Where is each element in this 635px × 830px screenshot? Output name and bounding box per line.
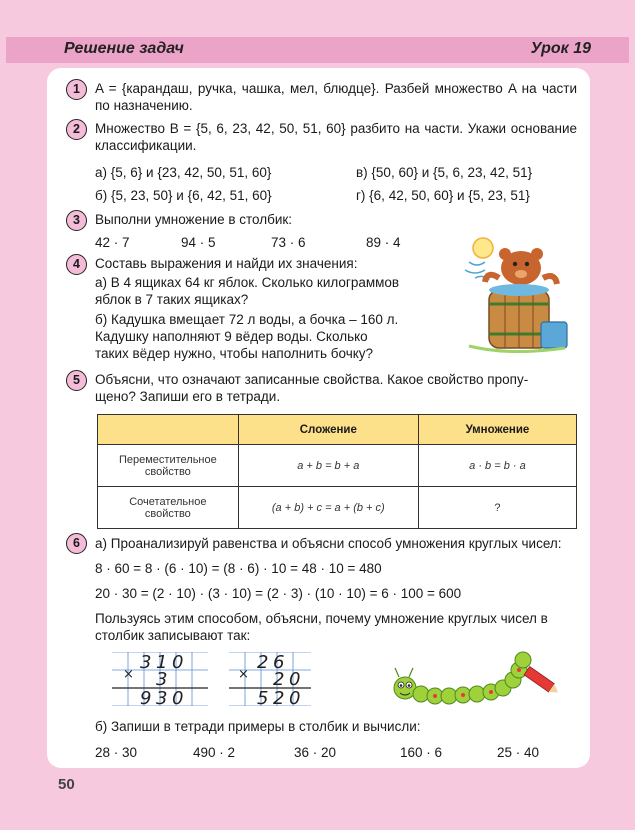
task-6-example-3: 36 · 20	[294, 745, 337, 760]
properties-table	[97, 414, 577, 529]
table-cell-multiplication: ?	[418, 487, 576, 529]
col1-mid: 3	[156, 669, 168, 690]
task-number-4: 4	[66, 254, 87, 275]
task-2-option-a: а) {5, 6} и {23, 42, 50, 51, 60}	[95, 165, 272, 180]
task-2-option-b: б) {5, 23, 50} и {6, 42, 51, 60}	[95, 188, 272, 203]
col2-res-1: 5	[257, 688, 269, 706]
col2-top-1: 2	[257, 652, 269, 673]
task-3-text: Выполни умножение в столбик:	[95, 212, 293, 227]
col2-mid-2: 0	[289, 669, 301, 690]
task-6-example-1: 28 · 30	[95, 745, 138, 760]
associative-label-2: свойство	[144, 507, 191, 520]
caterpillar-pencil-illustration	[385, 650, 560, 712]
task-2-text: Множество B = {5, 6, 23, 42, 50, 51, 60} разбито на части. Укажи основание классификации.	[95, 121, 577, 153]
section-title: Решение задач	[64, 40, 184, 57]
task-6-example-5: 25 · 40	[497, 745, 540, 760]
table-cell-addition: (a + b) + c = a + (b + c)	[238, 487, 418, 529]
commutative-label-1: Переместительное	[118, 453, 217, 466]
task-3-example-3: 73 · 6	[271, 235, 306, 250]
col2-top-2: 6	[273, 652, 285, 673]
task-6-b-text: б) Запиши в тетради примеры в столбик и вычисли:	[95, 719, 421, 734]
column-multiplication-310x3	[112, 652, 208, 706]
task-4-text: Составь выражения и найди их значения:	[95, 256, 358, 271]
task-6-equation-1: 8 · 60 = 8 · (6 · 10) = (8 · 6) · 10 = 48 · 10 = 480	[95, 561, 382, 576]
task-2-option-v: в) {50, 60} и {5, 6, 23, 42, 51}	[356, 165, 533, 180]
task-2-option-g: г) {6, 42, 50, 60} и {5, 23, 51}	[356, 188, 530, 203]
table-header-addition: Сложение	[238, 415, 418, 445]
task-5-line-1: Объясни, что означают записанные свойства. Какое свойство пропу-	[95, 372, 529, 387]
col1-res-1: 9	[140, 688, 152, 706]
task-number-6: 6	[66, 533, 87, 554]
col1-top-1: 3	[140, 652, 152, 673]
commutative-label-2: свойство	[144, 465, 191, 478]
page-number: 50	[58, 776, 75, 793]
task-4-b-line-3: таких вёдер нужно, чтобы наполнить бочку?	[95, 346, 374, 361]
table-row	[98, 445, 577, 487]
table-cell-property-name	[98, 445, 239, 487]
table-cell-addition: a + b = b + a	[238, 445, 418, 487]
task-4-a-line-2: яблок в 7 таких ящиках?	[95, 292, 249, 307]
task-number-5: 5	[66, 370, 87, 391]
task-3-example-2: 94 · 5	[181, 235, 216, 250]
task-3-example-4: 89 · 4	[366, 235, 401, 250]
task-4-a-line-1: а) В 4 ящиках 64 кг яблок. Сколько килограммов	[95, 275, 400, 290]
col2-mid-1: 2	[273, 669, 285, 690]
col1-res-3: 0	[172, 688, 184, 706]
task-number-1: 1	[66, 79, 87, 100]
task-4-b-line-1: б) Кадушка вмещает 72 л воды, а бочка – 160 л.	[95, 312, 399, 327]
task-number-2: 2	[66, 119, 87, 140]
lesson-title: Урок 19	[530, 40, 591, 57]
task-number-3: 3	[66, 210, 87, 231]
task-5-line-2: щено? Запиши его в тетради.	[95, 389, 281, 404]
col1-top-2: 1	[156, 652, 168, 673]
table-row	[98, 487, 577, 529]
table-header-row	[98, 415, 577, 445]
col1-res-2: 3	[156, 688, 168, 706]
header-bar	[6, 37, 629, 63]
task-6-equation-2: 20 · 30 = (2 · 10) · (3 · 10) = (2 · 3) · (10 · 10) = 6 · 100 = 600	[95, 586, 462, 601]
task-3-example-1: 42 · 7	[95, 235, 130, 250]
task-4-b-line-2: Кадушку наполняют 9 вёдер воды. Сколько	[95, 329, 368, 344]
table-cell-multiplication: a · b = b · a	[418, 445, 576, 487]
col2-res-2: 2	[273, 688, 285, 706]
col1-sign: ×	[123, 667, 134, 682]
table-header-empty	[98, 415, 239, 445]
task-6-paragraph-line-2: столбик записывают так:	[95, 628, 251, 643]
col2-sign: ×	[238, 667, 249, 682]
task-6-a-text: а) Проанализируй равенства и объясни способ умножения круглых чисел:	[95, 536, 562, 551]
task-1-text: A = {карандаш, ручка, чашка, мел, блюдце}. Разбей множество A на части по назначению.	[95, 81, 577, 113]
table-header-multiplication: Умножение	[418, 415, 576, 445]
col1-top-3: 0	[172, 652, 184, 673]
col2-res-3: 0	[289, 688, 301, 706]
task-6-example-4: 160 · 6	[400, 745, 443, 760]
associative-label-1: Сочетательное	[129, 495, 207, 508]
table-cell-property-name	[98, 487, 239, 529]
column-multiplication-26x20	[229, 652, 311, 706]
task-6-example-2: 490 · 2	[193, 745, 236, 760]
task-6-paragraph-line-1: Пользуясь этим способом, объясни, почему умножение круглых чисел в	[95, 611, 548, 626]
bear-barrel-illustration	[455, 234, 573, 358]
